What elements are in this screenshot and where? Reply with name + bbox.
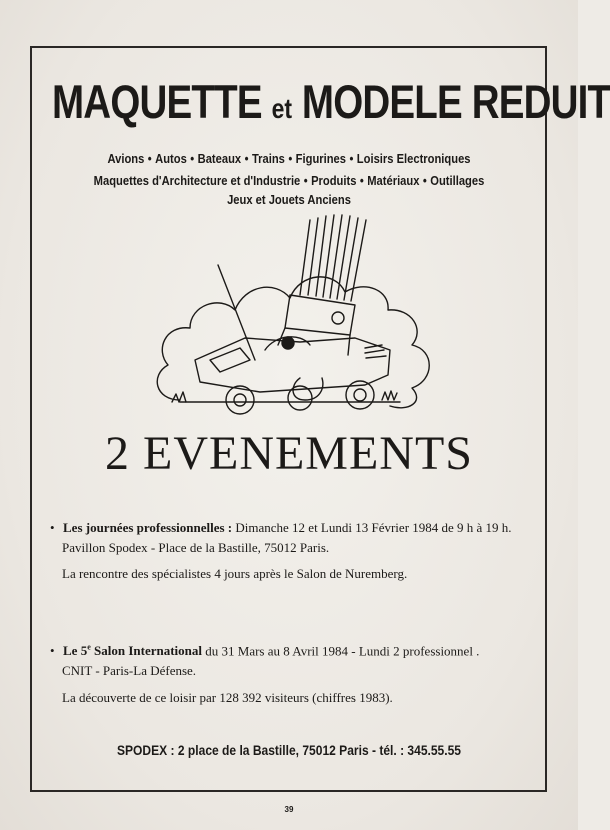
event-1-note: La rencontre des spécialistes 4 jours après le Salon de Nuremberg. [62,566,408,581]
ad-title [52,75,610,128]
bullet: • [50,643,55,659]
category-item: Produits [311,173,357,188]
category-item: Outillages [430,173,485,188]
category-item: Trains [251,151,285,166]
separator-dot: • [359,173,364,188]
category-item: Autos [155,151,187,166]
wheel-hub [234,394,246,406]
headline: 2 EVENEMENTS [105,427,473,480]
car-window [210,348,250,372]
antenna [218,265,255,360]
title-part-2: MODELE REDUIT [301,75,610,128]
contact-line: SPODEX : 2 place de la Bastille, 75012 Paris - tél. : 345.55.55 [116,742,461,758]
page-number: 39 [284,805,294,814]
event-2-dates: du 31 Mars au 8 Avril 1984 - Lundi 2 professionnel . [202,643,480,659]
separator-dot: • [288,151,293,166]
event-2-place: CNIT - Paris-La Défense. [62,663,197,678]
category-item: Jeux et Jouets Anciens [227,192,351,207]
event-2-name-prefix: Le 5 [63,643,88,659]
event-2-line [50,644,479,657]
categories-line-2 [75,174,503,187]
separator-dot: • [349,151,354,166]
event-2-note: La découverte de ce loisir par 128 392 visiteurs (chiffres 1983). [62,690,393,705]
category-item: Figurines [295,151,347,166]
controller-box [285,295,355,335]
category-item: Maquettes d'Architecture et d'Industrie [93,173,301,188]
event-2-name-suffix: Salon International [90,643,203,659]
event-1-dates: Dimanche 12 et Lundi 13 Février 1984 de 9 h à 19 h. [232,520,512,535]
car-illustration [150,210,440,430]
event-1-line [50,521,512,534]
driver-helmet [282,337,294,349]
categories-line-1 [75,152,503,165]
event-1-name: Les journées professionnelles : [63,520,233,535]
wheel-hub [354,389,366,401]
event-1-place: Pavillon Spodex - Place de la Bastille, 75012 Paris. [62,540,330,555]
category-item: Avions [107,151,145,166]
category-item: Matériaux [367,173,420,188]
category-item: Bateaux [197,151,242,166]
grass-left [172,392,186,402]
separator-dot: • [422,173,427,188]
title-part-1: MAQUETTE [52,75,262,128]
wheel-front [226,386,254,414]
separator-dot: • [303,173,308,188]
bullet: • [50,520,55,535]
category-item: Loisirs Electroniques [356,151,471,166]
controller-knob [332,312,344,324]
separator-dot: • [147,151,152,166]
title-et: et [271,93,293,124]
event-2-name-sup: e [87,643,91,652]
grass-right [382,391,397,400]
separator-dot: • [244,151,249,166]
separator-dot: • [190,151,195,166]
categories-line-3 [75,193,503,206]
